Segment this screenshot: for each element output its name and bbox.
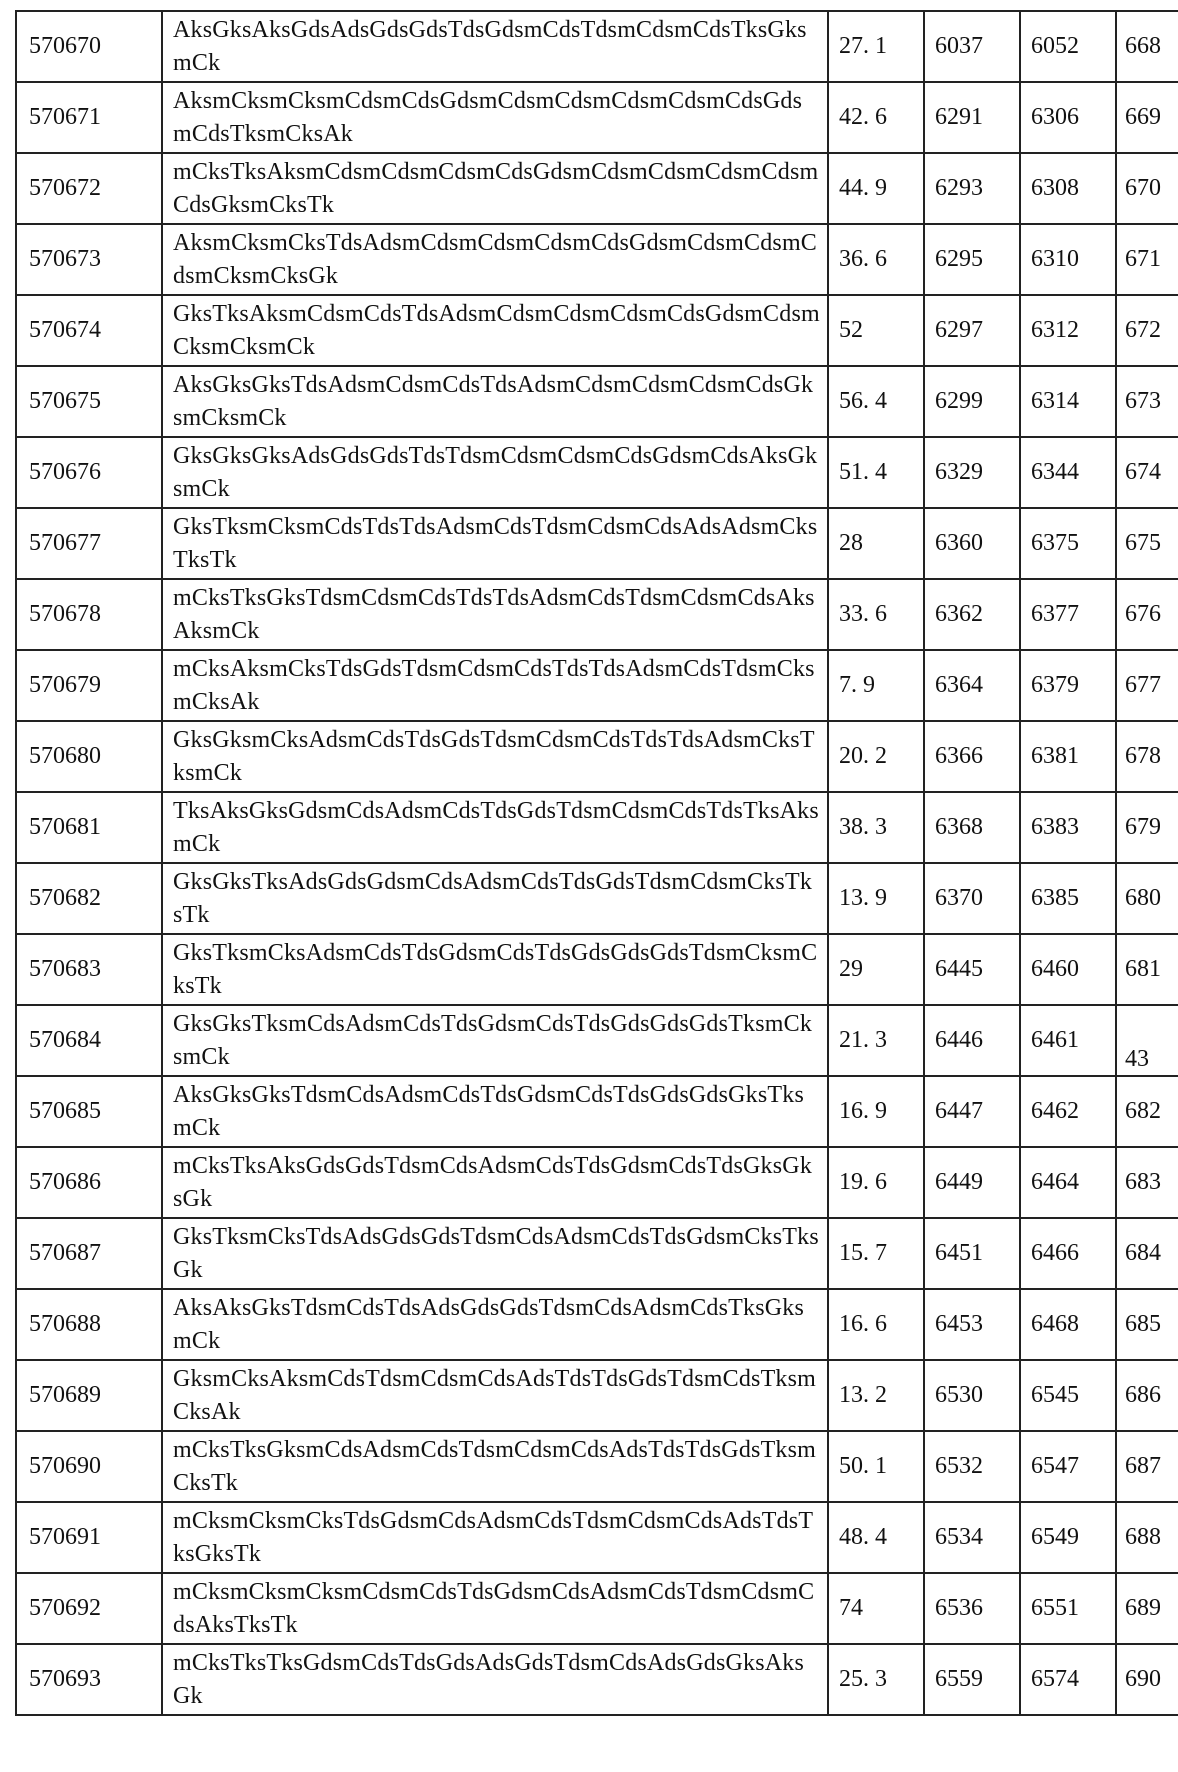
stop-site-cell: 6545 (1020, 1360, 1116, 1431)
compound-id-cell: 570691 (16, 1502, 162, 1573)
table-row (16, 1076, 1178, 1147)
stop-site-cell: 6461 (1020, 1005, 1116, 1076)
table-row (16, 1502, 1178, 1573)
seq-id-cell: 676 (1116, 579, 1178, 650)
compound-id-cell: 570680 (16, 721, 162, 792)
compound-id-cell: 570673 (16, 224, 162, 295)
seq-id-cell: 688 (1116, 1502, 1178, 1573)
sequence-cell: AksGksAksGdsAdsGdsGdsTdsGdsmCdsTdsmCdsmCdsTksGksmCk (162, 11, 828, 82)
start-site-cell: 6530 (924, 1360, 1020, 1431)
inhibition-value-cell: 29 (828, 934, 924, 1005)
sequence-cell: AksGksGksTdsmCdsAdsmCdsTdsGdsmCdsTdsGdsGdsGksTksmCk (162, 1076, 828, 1147)
compound-id-cell: 570672 (16, 153, 162, 224)
compound-id-cell: 570674 (16, 295, 162, 366)
inhibition-value-cell: 27. 1 (828, 11, 924, 82)
table-row (16, 224, 1178, 295)
compound-id-cell: 570675 (16, 366, 162, 437)
seq-id-cell: 670 (1116, 153, 1178, 224)
inhibition-value-cell: 48. 4 (828, 1502, 924, 1573)
sequence-cell: mCksmCksmCksmCdsmCdsTdsGdsmCdsAdsmCdsTdsmCdsmCdsAksTksTk (162, 1573, 828, 1644)
inhibition-value-cell: 7. 9 (828, 650, 924, 721)
sequence-cell: AksmCksmCksmCdsmCdsGdsmCdsmCdsmCdsmCdsmCdsGdsmCdsTksmCksAk (162, 82, 828, 153)
start-site-cell: 6291 (924, 82, 1020, 153)
sequence-cell: mCksTksAksmCdsmCdsmCdsmCdsGdsmCdsmCdsmCdsmCdsmCdsGksmCksTk (162, 153, 828, 224)
start-site-cell: 6366 (924, 721, 1020, 792)
seq-id-cell: 669 (1116, 82, 1178, 153)
start-site-cell: 6329 (924, 437, 1020, 508)
seq-id-cell: 671 (1116, 224, 1178, 295)
stop-site-cell: 6385 (1020, 863, 1116, 934)
table-row (16, 1218, 1178, 1289)
inhibition-value-cell: 33. 6 (828, 579, 924, 650)
seq-id-cell: 689 (1116, 1573, 1178, 1644)
stop-site-cell: 6574 (1020, 1644, 1116, 1715)
compound-id-cell: 570677 (16, 508, 162, 579)
inhibition-value-cell: 15. 7 (828, 1218, 924, 1289)
sequence-cell: GksTksmCksAdsmCdsTdsGdsmCdsTdsGdsGdsGdsTdsmCksmCksTk (162, 934, 828, 1005)
stop-site-cell: 6052 (1020, 11, 1116, 82)
start-site-cell: 6370 (924, 863, 1020, 934)
sequence-cell: GksGksmCksAdsmCdsTdsGdsTdsmCdsmCdsTdsTdsAdsmCksTksmCk (162, 721, 828, 792)
sequence-cell: GksGksTksmCdsAdsmCdsTdsGdsmCdsTdsGdsGdsGdsTksmCksmCk (162, 1005, 828, 1076)
start-site-cell: 6297 (924, 295, 1020, 366)
sequence-cell: mCksTksGksmCdsAdsmCdsTdsmCdsmCdsAdsTdsTdsGdsTksmCksTk (162, 1431, 828, 1502)
start-site-cell: 6360 (924, 508, 1020, 579)
stop-site-cell: 6383 (1020, 792, 1116, 863)
start-site-cell: 6534 (924, 1502, 1020, 1573)
stop-site-cell: 6314 (1020, 366, 1116, 437)
seq-id-cell: 672 (1116, 295, 1178, 366)
inhibition-value-cell: 42. 6 (828, 82, 924, 153)
stop-site-cell: 6344 (1020, 437, 1116, 508)
inhibition-value-cell: 36. 6 (828, 224, 924, 295)
start-site-cell: 6362 (924, 579, 1020, 650)
sequence-cell: mCksTksGksTdsmCdsmCdsTdsTdsAdsmCdsTdsmCdsmCdsAksAksmCk (162, 579, 828, 650)
start-site-cell: 6449 (924, 1147, 1020, 1218)
sequence-cell: AksAksGksTdsmCdsTdsAdsGdsGdsTdsmCdsAdsmCdsTksGksmCk (162, 1289, 828, 1360)
stop-site-cell: 6381 (1020, 721, 1116, 792)
sequence-cell: TksAksGksGdsmCdsAdsmCdsTdsGdsTdsmCdsmCdsTdsTksAksmCk (162, 792, 828, 863)
start-site-cell: 6532 (924, 1431, 1020, 1502)
seq-id-cell: 674 (1116, 437, 1178, 508)
start-site-cell: 6295 (924, 224, 1020, 295)
stop-site-cell: 6460 (1020, 934, 1116, 1005)
seq-id-cell: 673 (1116, 366, 1178, 437)
table-row (16, 1644, 1178, 1715)
compound-id-cell: 570671 (16, 82, 162, 153)
compound-id-cell: 570670 (16, 11, 162, 82)
table-row (16, 437, 1178, 508)
compound-id-cell: 570687 (16, 1218, 162, 1289)
compound-id-cell: 570688 (16, 1289, 162, 1360)
table-row (16, 1147, 1178, 1218)
start-site-cell: 6293 (924, 153, 1020, 224)
inhibition-value-cell: 19. 6 (828, 1147, 924, 1218)
inhibition-value-cell: 38. 3 (828, 792, 924, 863)
compound-id-cell: 570678 (16, 579, 162, 650)
inhibition-value-cell: 52 (828, 295, 924, 366)
compound-id-cell: 570690 (16, 1431, 162, 1502)
seq-id-cell: 680 (1116, 863, 1178, 934)
stop-site-cell: 6379 (1020, 650, 1116, 721)
start-site-cell: 6451 (924, 1218, 1020, 1289)
start-site-cell: 6447 (924, 1076, 1020, 1147)
seq-id-cell: 677 (1116, 650, 1178, 721)
sequence-cell: AksGksGksTdsAdsmCdsmCdsTdsAdsmCdsmCdsmCdsmCdsGksmCksmCk (162, 366, 828, 437)
seq-id-cell: 683 (1116, 1147, 1178, 1218)
seq-id-cell: 675 (1116, 508, 1178, 579)
stop-site-cell: 6306 (1020, 82, 1116, 153)
stop-site-cell: 6312 (1020, 295, 1116, 366)
inhibition-value-cell: 50. 1 (828, 1431, 924, 1502)
compound-id-cell: 570693 (16, 1644, 162, 1715)
compound-id-cell: 570686 (16, 1147, 162, 1218)
table-row (16, 1431, 1178, 1502)
start-site-cell: 6364 (924, 650, 1020, 721)
seq-id-cell: 678 (1116, 721, 1178, 792)
compound-id-cell: 570689 (16, 1360, 162, 1431)
inhibition-value-cell: 13. 9 (828, 863, 924, 934)
seq-id-cell: 687 (1116, 1431, 1178, 1502)
table-row (16, 11, 1178, 82)
inhibition-value-cell: 16. 6 (828, 1289, 924, 1360)
start-site-cell: 6037 (924, 11, 1020, 82)
table-body (16, 11, 1178, 1715)
oligonucleotide-table (15, 10, 1178, 1716)
compound-id-cell: 570684 (16, 1005, 162, 1076)
start-site-cell: 6536 (924, 1573, 1020, 1644)
stop-site-cell: 6464 (1020, 1147, 1116, 1218)
seq-id-cell: 690 (1116, 1644, 1178, 1715)
compound-id-cell: 570681 (16, 792, 162, 863)
table-row (16, 1573, 1178, 1644)
seq-id-cell: 668 (1116, 11, 1178, 82)
sequence-cell: GksTksmCksTdsAdsGdsGdsTdsmCdsAdsmCdsTdsGdsmCksTksGk (162, 1218, 828, 1289)
table-row (16, 579, 1178, 650)
seq-id-cell: 681 (1116, 934, 1178, 1005)
seq-id-cell: 679 (1116, 792, 1178, 863)
sequence-cell: GksmCksAksmCdsTdsmCdsmCdsAdsTdsTdsGdsTdsmCdsTksmCksAk (162, 1360, 828, 1431)
table-row (16, 1005, 1178, 1076)
compound-id-cell: 570679 (16, 650, 162, 721)
start-site-cell: 6368 (924, 792, 1020, 863)
table-row (16, 1360, 1178, 1431)
seq-id-cell: 685 (1116, 1289, 1178, 1360)
sequence-cell: AksmCksmCksTdsAdsmCdsmCdsmCdsmCdsGdsmCdsmCdsmCdsmCksmCksGk (162, 224, 828, 295)
sequence-cell: GksTksmCksmCdsTdsTdsAdsmCdsTdsmCdsmCdsAdsAdsmCksTksTk (162, 508, 828, 579)
seq-id-cell: 682 (1116, 1076, 1178, 1147)
stop-site-cell: 6462 (1020, 1076, 1116, 1147)
stop-site-cell: 6377 (1020, 579, 1116, 650)
table-row (16, 153, 1178, 224)
table-row (16, 721, 1178, 792)
inhibition-value-cell: 16. 9 (828, 1076, 924, 1147)
compound-id-cell: 570692 (16, 1573, 162, 1644)
sequence-cell: GksTksAksmCdsmCdsTdsAdsmCdsmCdsmCdsmCdsGdsmCdsmCksmCksmCk (162, 295, 828, 366)
start-site-cell: 6446 (924, 1005, 1020, 1076)
inhibition-value-cell: 13. 2 (828, 1360, 924, 1431)
table-row (16, 1289, 1178, 1360)
compound-id-cell: 570676 (16, 437, 162, 508)
compound-id-cell: 570685 (16, 1076, 162, 1147)
stop-site-cell: 6310 (1020, 224, 1116, 295)
stop-site-cell: 6468 (1020, 1289, 1116, 1360)
stop-site-cell: 6375 (1020, 508, 1116, 579)
start-site-cell: 6299 (924, 366, 1020, 437)
inhibition-value-cell: 51. 4 (828, 437, 924, 508)
seq-id-cell: 686 (1116, 1360, 1178, 1431)
stop-site-cell: 6466 (1020, 1218, 1116, 1289)
stop-site-cell: 6549 (1020, 1502, 1116, 1573)
table-row (16, 934, 1178, 1005)
table-row (16, 792, 1178, 863)
inhibition-value-cell: 20. 2 (828, 721, 924, 792)
table-row (16, 295, 1178, 366)
table-row (16, 650, 1178, 721)
table-row (16, 366, 1178, 437)
seq-id-cell: 43 (1116, 1005, 1178, 1076)
seq-id-cell: 684 (1116, 1218, 1178, 1289)
sequence-cell: GksGksTksAdsGdsGdsmCdsAdsmCdsTdsGdsTdsmCdsmCksTksTk (162, 863, 828, 934)
sequence-cell: mCksmCksmCksTdsGdsmCdsAdsmCdsTdsmCdsmCdsAdsTdsTksGksTk (162, 1502, 828, 1573)
sequence-cell: mCksAksmCksTdsGdsTdsmCdsmCdsTdsTdsAdsmCdsTdsmCksmCksAk (162, 650, 828, 721)
start-site-cell: 6453 (924, 1289, 1020, 1360)
compound-id-cell: 570683 (16, 934, 162, 1005)
start-site-cell: 6559 (924, 1644, 1020, 1715)
compound-id-cell: 570682 (16, 863, 162, 934)
sequence-cell: mCksTksTksGdsmCdsTdsGdsAdsGdsTdsmCdsAdsGdsGksAksGk (162, 1644, 828, 1715)
table-row (16, 82, 1178, 153)
inhibition-value-cell: 21. 3 (828, 1005, 924, 1076)
sequence-cell: GksGksGksAdsGdsGdsTdsTdsmCdsmCdsmCdsGdsmCdsAksGksmCk (162, 437, 828, 508)
stop-site-cell: 6551 (1020, 1573, 1116, 1644)
inhibition-value-cell: 56. 4 (828, 366, 924, 437)
stop-site-cell: 6308 (1020, 153, 1116, 224)
inhibition-value-cell: 28 (828, 508, 924, 579)
inhibition-value-cell: 44. 9 (828, 153, 924, 224)
sequence-cell: mCksTksAksGdsGdsTdsmCdsAdsmCdsTdsGdsmCdsTdsGksGksGk (162, 1147, 828, 1218)
table-row (16, 863, 1178, 934)
table-row (16, 508, 1178, 579)
inhibition-value-cell: 74 (828, 1573, 924, 1644)
start-site-cell: 6445 (924, 934, 1020, 1005)
inhibition-value-cell: 25. 3 (828, 1644, 924, 1715)
stop-site-cell: 6547 (1020, 1431, 1116, 1502)
